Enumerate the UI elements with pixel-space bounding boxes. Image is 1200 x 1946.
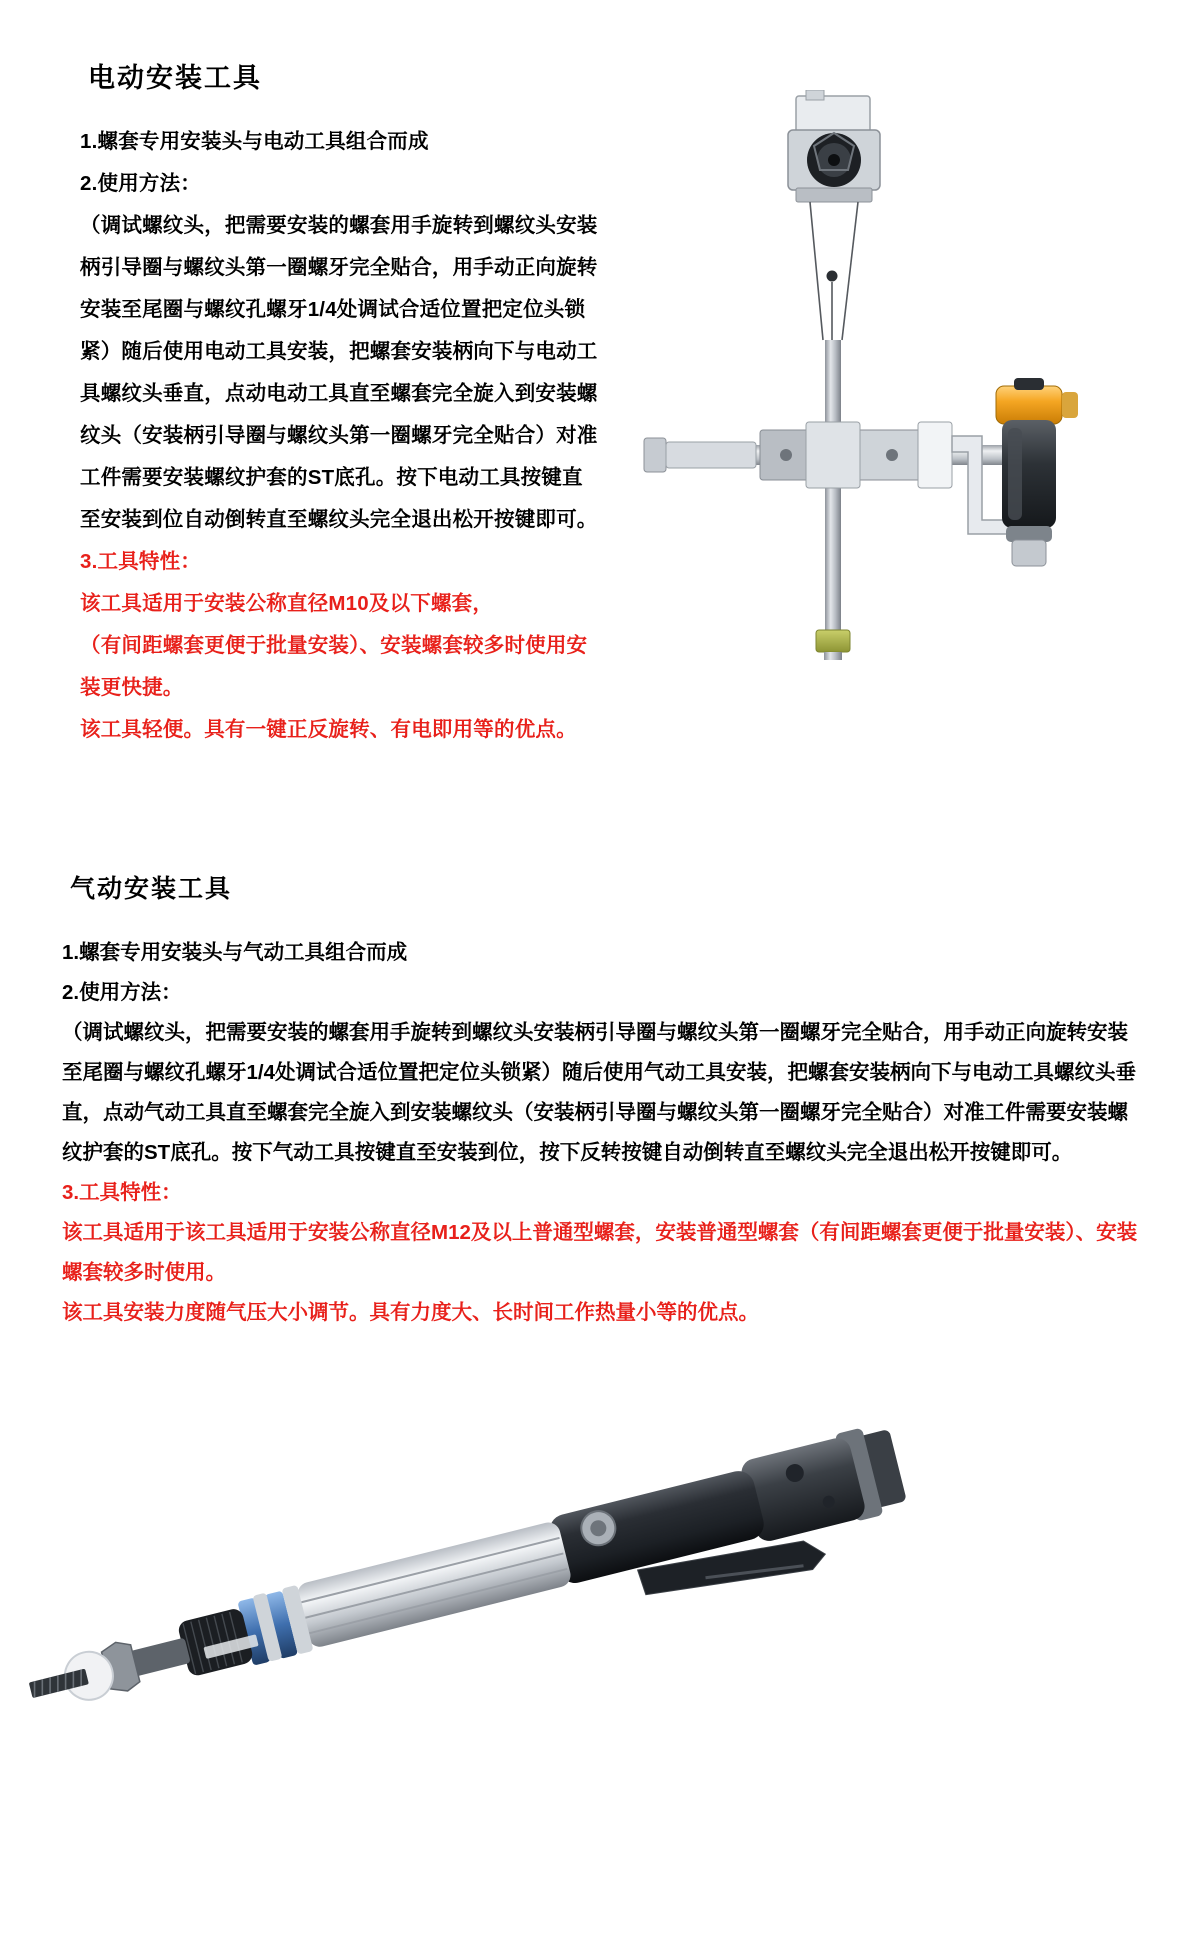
electric-red-line-3: 该工具轻便。具有一键正反旋转、有电即用等的优点。 xyxy=(80,718,577,742)
suspension-cables xyxy=(810,202,858,340)
tool-fluted-body xyxy=(295,1520,573,1649)
electric-red-line-1: 该工具适用于安装公称直径M10及以下螺套， xyxy=(80,592,494,616)
section-electric-tool xyxy=(0,0,1200,751)
pneumatic-red-line-2: 该工具安装力度随气压大小调节。具有力度大、长时间工作热量小等的优点。 xyxy=(62,1301,759,1325)
pneumatic-line-2: 2.使用方法： xyxy=(62,981,182,1005)
electric-red-heading: 3.工具特性： xyxy=(80,550,201,574)
electric-red-line-2: （有间距螺套更便于批量安装）、安装螺套较多时使用安装更快捷。 xyxy=(80,634,588,700)
pneumatic-installation-tool-photo xyxy=(0,1353,1200,1783)
pneumatic-red-heading: 3.工具特性： xyxy=(62,1181,182,1205)
balancer-assembly xyxy=(788,90,880,202)
electric-line-2: 2.使用方法： xyxy=(80,172,201,196)
section-electric-title: 电动安装工具 xyxy=(88,63,262,94)
section-pneumatic-body xyxy=(62,933,1138,1333)
electric-screwdriver xyxy=(996,378,1078,566)
pneumatic-line-1: 1.螺套专用安装头与气动工具组合而成 xyxy=(62,941,408,965)
horizontal-rail xyxy=(644,422,1010,488)
column-base xyxy=(786,630,880,660)
electric-line-3: （调试螺纹头，把需要安装的螺套用手旋转到螺纹头安装柄引导圈与螺纹头第一圈螺牙完全贴合，用手动正向旋转安装至尾圈与螺纹孔螺牙1/4处调试合适位置把定位头锁紧）随后使用电动工具安装，把螺套安装柄向下与电动工具螺纹头垂直，点动电动工具直至螺套完全旋入到安装螺纹头（安装柄引导圈与螺纹头第一圈螺牙完全贴合）对准工件需要安装螺纹护套的ST底孔。按下电动工具按键直至安装到位自动倒转直至螺纹头完全退出松开按键即可。 xyxy=(80,214,598,532)
electric-line-1: 1.螺套专用安装头与电动工具组合而成 xyxy=(80,130,429,154)
electric-installation-tool-photo xyxy=(610,90,1130,660)
vertical-column xyxy=(825,340,841,660)
pneumatic-line-3: （调试螺纹头，把需要安装的螺套用手旋转到螺纹头安装柄引导圈与螺纹头第一圈螺牙完全贴合，用手动正向旋转安装至尾圈与螺纹孔螺牙1/4处调试合适位置把定位头锁紧）随后使用气动工具安装，把螺套安装柄向下与电动工具螺纹头垂直，点动气动工具直至螺套完全旋入到安装螺纹头（安装柄引导圈与螺纹头第一圈螺牙完全贴合）对准工件需要安装螺纹护套的ST底孔。按下气动工具按键直至安装到位，按下反转按键自动倒转直至螺纹头完全退出松开按键即可。 xyxy=(62,1021,1136,1165)
section-pneumatic-tool xyxy=(0,869,1200,1793)
pneumatic-tool-body xyxy=(18,1421,918,1760)
pneumatic-red-line-1: 该工具适用于该工具适用于安装公称直径M12及以上普通型螺套，安装普通型螺套（有间距螺套更便于批量安装）、安装螺套较多时使用。 xyxy=(62,1221,1138,1285)
section-pneumatic-title: 气动安装工具 xyxy=(70,875,233,904)
section-electric-body xyxy=(80,121,600,751)
